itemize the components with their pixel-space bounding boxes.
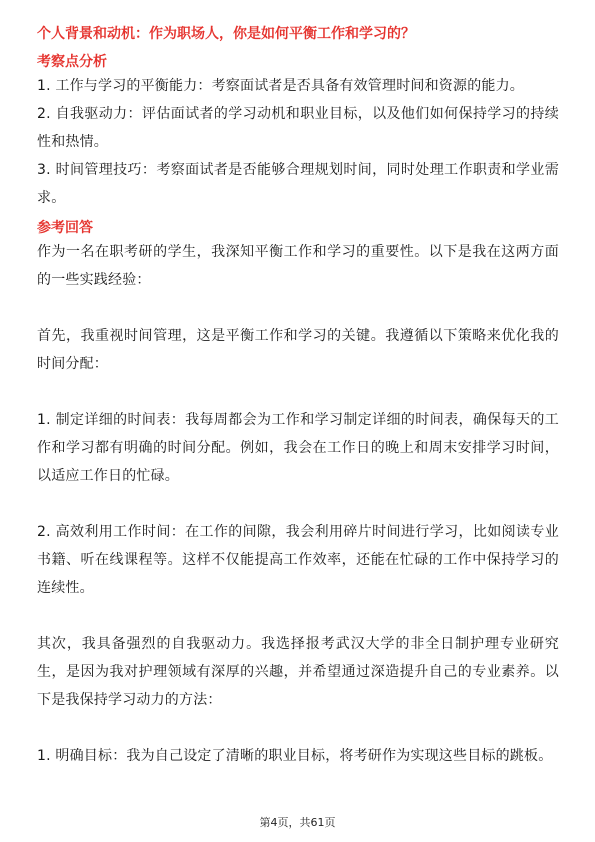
page-content [37, 24, 559, 770]
answer-paragraph: 1. 制定详细的时间表：我每周都会为工作和学习制定详细的时间表，确保每天的工作和学习都有明确的时间分配。例如，我会在工作日的晚上和周末安排学习时间，以适应工作日的忙碌。 [37, 412, 559, 484]
analysis-item: 3. 时间管理技巧：考察面试者是否能够合理规划时间，同时处理工作职责和学业需求。 [37, 162, 559, 206]
answer-paragraph: 作为一名在职考研的学生，我深知平衡工作和学习的重要性。以下是我在这两方面的一些实践经验： [37, 244, 559, 288]
analysis-list [37, 72, 559, 212]
page-number: 第4页，共61页 [259, 816, 336, 829]
paragraph-gap [37, 378, 559, 406]
answer-heading: 参考回答 [37, 220, 93, 236]
question-title: 个人背景和动机：作为职场人，你是如何平衡工作和学习的？ [37, 26, 415, 42]
paragraph-gap [37, 490, 559, 518]
answer-paragraph: 其次，我具备强烈的自我驱动力。我选择报考武汉大学的非全日制护理专业研究生，是因为我对护理领域有深厚的兴趣，并希望通过深造提升自己的专业素养。以下是我保持学习动力的方法： [37, 636, 559, 708]
answer-paragraph: 2. 高效利用工作时间：在工作的间隙，我会利用碎片时间进行学习，比如阅读专业书籍、听在线课程等。这样不仅能提高工作效率，还能在忙碌的工作中保持学习的连续性。 [37, 524, 559, 596]
answer-body [37, 238, 559, 770]
analysis-heading: 考察点分析 [37, 54, 107, 70]
paragraph-gap [37, 602, 559, 630]
analysis-item: 2. 自我驱动力：评估面试者的学习动机和职业目标，以及他们如何保持学习的持续性和热情。 [37, 106, 559, 150]
answer-paragraph: 1. 明确目标：我为自己设定了清晰的职业目标，将考研作为实现这些目标的跳板。 [37, 748, 553, 764]
analysis-item: 1. 工作与学习的平衡能力：考察面试者是否具备有效管理时间和资源的能力。 [37, 78, 525, 94]
paragraph-gap [37, 294, 559, 322]
answer-paragraph: 首先，我重视时间管理，这是平衡工作和学习的关键。我遵循以下策略来优化我的时间分配： [37, 328, 559, 372]
paragraph-gap [37, 714, 559, 742]
